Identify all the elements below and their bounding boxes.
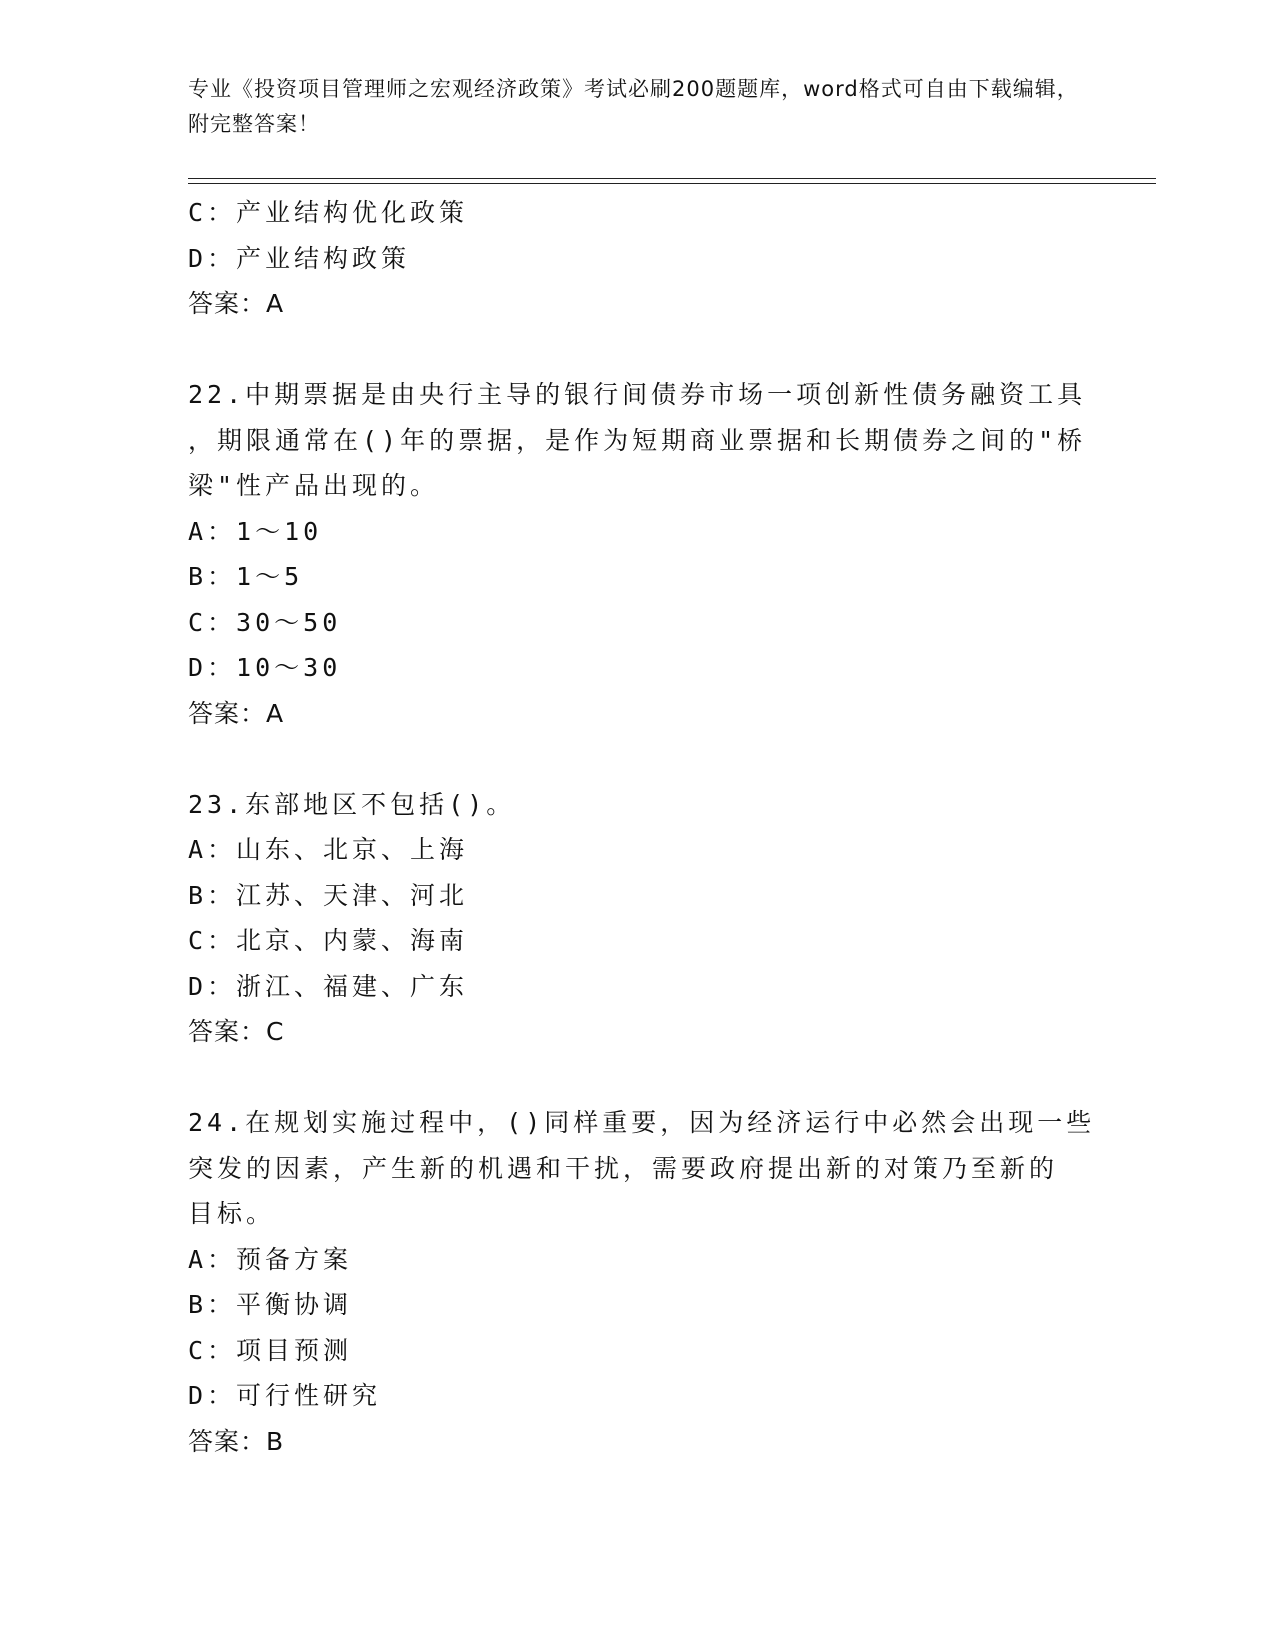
question-text-line: 梁"性产品出现的。	[188, 471, 440, 500]
question-text-line: 突发的因素，产生新的机遇和干扰，需要政府提出新的对策乃至新的	[188, 1153, 1059, 1183]
option-d: D：产业结构政策	[188, 243, 411, 273]
option-c: C：产业结构优化政策	[188, 198, 469, 227]
question-text-line: 23.东部地区不包括()。	[188, 789, 516, 819]
question-text-line: 24.在规划实施过程中，()同样重要，因为经济运行中必然会出现一些	[188, 1108, 1096, 1137]
option-d: D：10～30	[188, 653, 342, 682]
question-23	[188, 782, 1088, 1055]
option-a: A：山东、北京、上海	[188, 835, 469, 864]
question-fragment	[188, 190, 1088, 327]
header-text: 专业《投资项目管理师之宏观经济政策》考试必刷200题题库，word格式可自由下载编辑，附完整答案！	[188, 77, 1079, 136]
document-header	[188, 72, 1088, 142]
answer-line: 答案：A	[188, 698, 285, 728]
option-c: C：项目预测	[188, 1335, 353, 1365]
question-text-line: 目标。	[188, 1199, 276, 1228]
spacer	[188, 327, 1088, 373]
header-rule-top	[188, 178, 1156, 179]
spacer	[188, 1055, 1088, 1101]
option-d: D：浙江、福建、广东	[188, 971, 469, 1001]
question-24	[188, 1100, 1096, 1464]
option-c: C：北京、内蒙、海南	[188, 926, 469, 955]
spacer	[188, 736, 1088, 782]
header-rule-bottom	[188, 183, 1156, 184]
option-d: D：可行性研究	[188, 1381, 382, 1410]
document-body	[188, 190, 1096, 1464]
option-a: A：预备方案	[188, 1244, 353, 1274]
answer-line: 答案：A	[188, 289, 285, 318]
question-text-line: ，期限通常在()年的票据，是作为短期商业票据和长期债券之间的"桥	[188, 425, 1087, 455]
option-a: A：1～10	[188, 516, 323, 546]
option-b: B：1～5	[188, 562, 304, 591]
question-22	[188, 372, 1088, 736]
answer-line: 答案：B	[188, 1426, 285, 1456]
option-b: B：平衡协调	[188, 1290, 353, 1319]
question-text-line: 22.中期票据是由央行主导的银行间债券市场一项创新性债务融资工具	[188, 380, 1087, 409]
option-c: C：30～50	[188, 607, 342, 637]
answer-line: 答案：C	[188, 1017, 285, 1046]
option-b: B：江苏、天津、河北	[188, 880, 469, 910]
